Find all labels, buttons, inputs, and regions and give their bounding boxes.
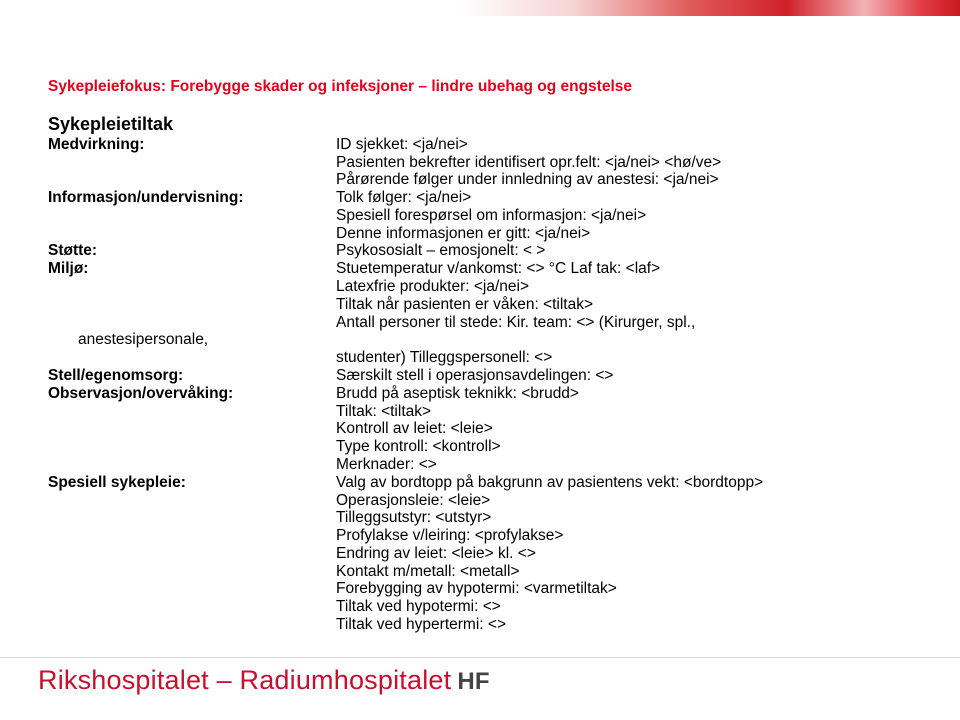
line-latexfrie: Latexfrie produkter: <ja/nei> — [336, 278, 530, 295]
line-id-sjekket: ID sjekket: <ja/nei> — [336, 136, 468, 153]
line-operasjonsleie: Operasjonsleie: <leie> — [336, 492, 491, 509]
line-kontroll-leiet: Kontroll av leiet: <leie> — [336, 420, 493, 437]
line-sarskilt-stell: Særskilt stell i operasjonsavdelingen: <> — [336, 367, 614, 384]
label-spesiell-sykepleie: Spesiell sykepleie: — [48, 474, 186, 491]
line-bordtopp: Valg av bordtopp på bakgrunn av pasientens vekt: <bordtopp> — [336, 474, 764, 491]
line-tiltak-vaken: Tiltak når pasienten er våken: <tiltak> — [336, 296, 594, 313]
line-type-kontroll: Type kontroll: <kontroll> — [336, 438, 501, 455]
line-psykososialt: Psykososialt – emosjonelt: < > — [336, 242, 546, 259]
line-forebygging-hypotermi: Forebygging av hypotermi: <varmetiltak> — [336, 580, 617, 597]
header-gradient-band — [0, 0, 960, 16]
line-stuetemperatur: Stuetemperatur v/ankomst: <> °C Laf tak: <laf> — [336, 260, 661, 277]
line-tolk: Tolk følger: <ja/nei> — [336, 189, 472, 206]
line-pasienten-bekrefter: Pasienten bekrefter identifisert opr.felt: <ja/nei> <hø/ve> — [336, 154, 722, 171]
label-medvirkning: Medvirkning: — [48, 136, 145, 153]
footer-divider — [0, 657, 960, 658]
line-tiltak-hypertermi: Tiltak ved hypertermi: <> — [336, 616, 506, 633]
label-miljo: Miljø: — [48, 260, 89, 277]
line-anestesipersonale: anestesipersonale, — [78, 331, 209, 348]
line-brudd-aseptisk: Brudd på aseptisk teknikk: <brudd> — [336, 385, 579, 402]
label-stell-egenomsorg: Stell/egenomsorg: — [48, 367, 184, 384]
line-profylakse: Profylakse v/leiring: <profylakse> — [336, 527, 564, 544]
line-spesiell-foresporsel: Spesiell forespørsel om informasjon: <ja/nei> — [336, 207, 647, 224]
logo-text: Rikshospitalet – Radiumhospitalet — [38, 665, 452, 695]
line-tiltak-hypotermi: Tiltak ved hypotermi: <> — [336, 598, 501, 615]
line-parorende: Pårørende følger under innledning av anestesi: <ja/nei> — [336, 171, 719, 188]
line-tilleggsutstyr: Tilleggsutstyr: <utstyr> — [336, 509, 492, 526]
line-informasjon-gitt: Denne informasjonen er gitt: <ja/nei> — [336, 225, 591, 242]
label-observasjon-overvaking: Observasjon/overvåking: — [48, 385, 234, 402]
hospital-logo — [38, 665, 490, 696]
line-tiltak: Tiltak: <tiltak> — [336, 403, 432, 420]
line-endring-leiet: Endring av leiet: <leie> kl. <> — [336, 545, 536, 562]
line-merknader: Merknader: <> — [336, 456, 437, 473]
line-antall-personer: Antall personer til stede: Kir. team: <> (Kirurger, spl., — [336, 314, 696, 331]
line-studenter: studenter) Tilleggspersonell: <> — [336, 349, 553, 366]
section-title: Sykepleietiltak — [48, 114, 174, 134]
line-kontakt-metall: Kontakt m/metall: <metall> — [336, 563, 520, 580]
label-stotte: Støtte: — [48, 242, 98, 259]
logo-suffix: HF — [457, 668, 490, 695]
focus-title: Sykepleiefokus: Forebygge skader og infeksjoner – lindre ubehag og engstelse — [48, 78, 632, 95]
label-informasjon-undervisning: Informasjon/undervisning: — [48, 189, 244, 206]
